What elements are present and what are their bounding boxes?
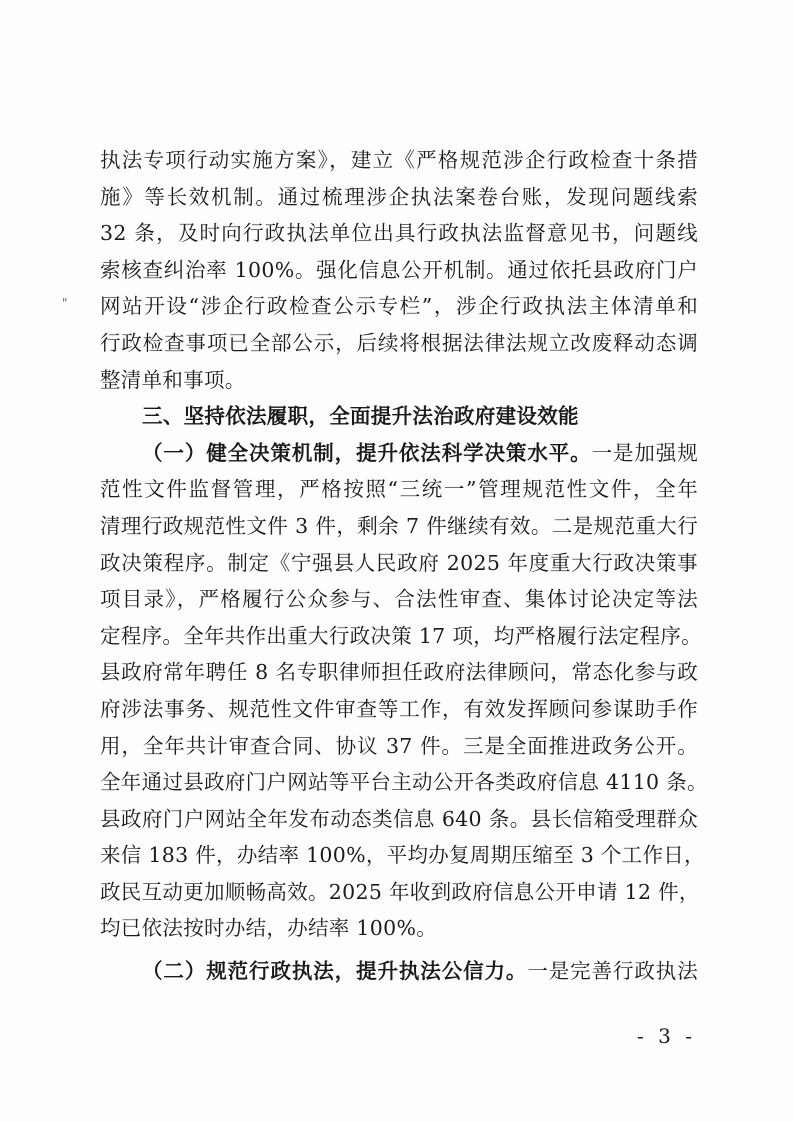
subsection-first-line [100,435,698,472]
text-line: 政民互动更加顺畅高效。2025 年收到政府信息公开申请 12 件， [100,879,700,904]
text-line: 范性文件监督管理，严格按照“三统一”管理规范性文件，全年 [100,477,698,502]
subsection-lead: （二）规范行政执法，提升执法公信力。 [142,959,528,984]
text-line: 来信 183 件，办结率 100%，平均办复周期压缩至 3 个工作日， [100,843,705,868]
subsection-2 [100,953,698,990]
text-line: 整清单和事项。 [100,367,246,392]
subsection-1 [100,435,708,947]
section-heading: 三、坚持依法履职，全面提升法治政府建设效能 [142,404,579,429]
text-line: 执法专项行动实施方案》，建立《严格规范涉企行政检查十条措 [100,148,698,172]
subsection-first-line [100,953,698,990]
text-line: 网站开设“涉企行政检查公示专栏”，涉企行政执法主体清单和 [100,294,698,319]
text-line: 施》等长效机制。通过梳理涉企执法案卷台账，发现问题线索 [100,184,698,209]
text-line: 索核查纠治率 100%。强化信息公开机制。通过依托县政府门户 [100,257,698,282]
text-line: 行政检查事项已全部公示，后续将根据法律法规立改废释动态调 [100,330,698,355]
text-line: 政决策程序。制定《宁强县人民政府 2025 年度重大行政决策事 [100,550,698,575]
text-line: 县政府常年聘任 8 名专职律师担任政府法律顾问，常态化参与政 [100,660,698,685]
text-run: 一是加强规 [591,440,698,465]
text-line: 全年通过县政府门户网站等平台主动公开各类政府信息 4110 条。 [100,770,708,795]
text-line: 府涉法事务、规范性文件审查等工作，有效发挥顾问参谋助手作 [100,696,698,721]
margin-mark: " [62,296,68,310]
paragraph-continuation [100,142,698,398]
text-line: 定程序。全年共作出重大行政决策 17 项，均严格履行法定程序。 [100,623,702,648]
text-line: 清理行政规范性文件 3 件，剩余 7 件继续有效。二是规范重大行 [100,513,698,538]
text-line: 项目录》，严格履行公众参与、合法性审查、集体讨论决定等法 [100,587,698,612]
text-line: 32 条，及时向行政执法单位出具行政执法监督意见书，问题线 [100,221,698,246]
text-run: 一是完善行政执法 [527,959,698,984]
subsection-lead: （一）健全决策机制，提升依法科学决策水平。 [142,440,592,465]
page-number: - 3 - [637,1024,696,1048]
text-line: 均已依法按时办结，办结率 100%。 [100,916,438,941]
text-line: 县政府门户网站全年发布动态类信息 640 条。县长信箱受理群众 [100,806,698,831]
text-line: 用，全年共计审查合同、协议 37 件。三是全面推进政务公开。 [100,733,698,758]
document-body [100,142,708,990]
